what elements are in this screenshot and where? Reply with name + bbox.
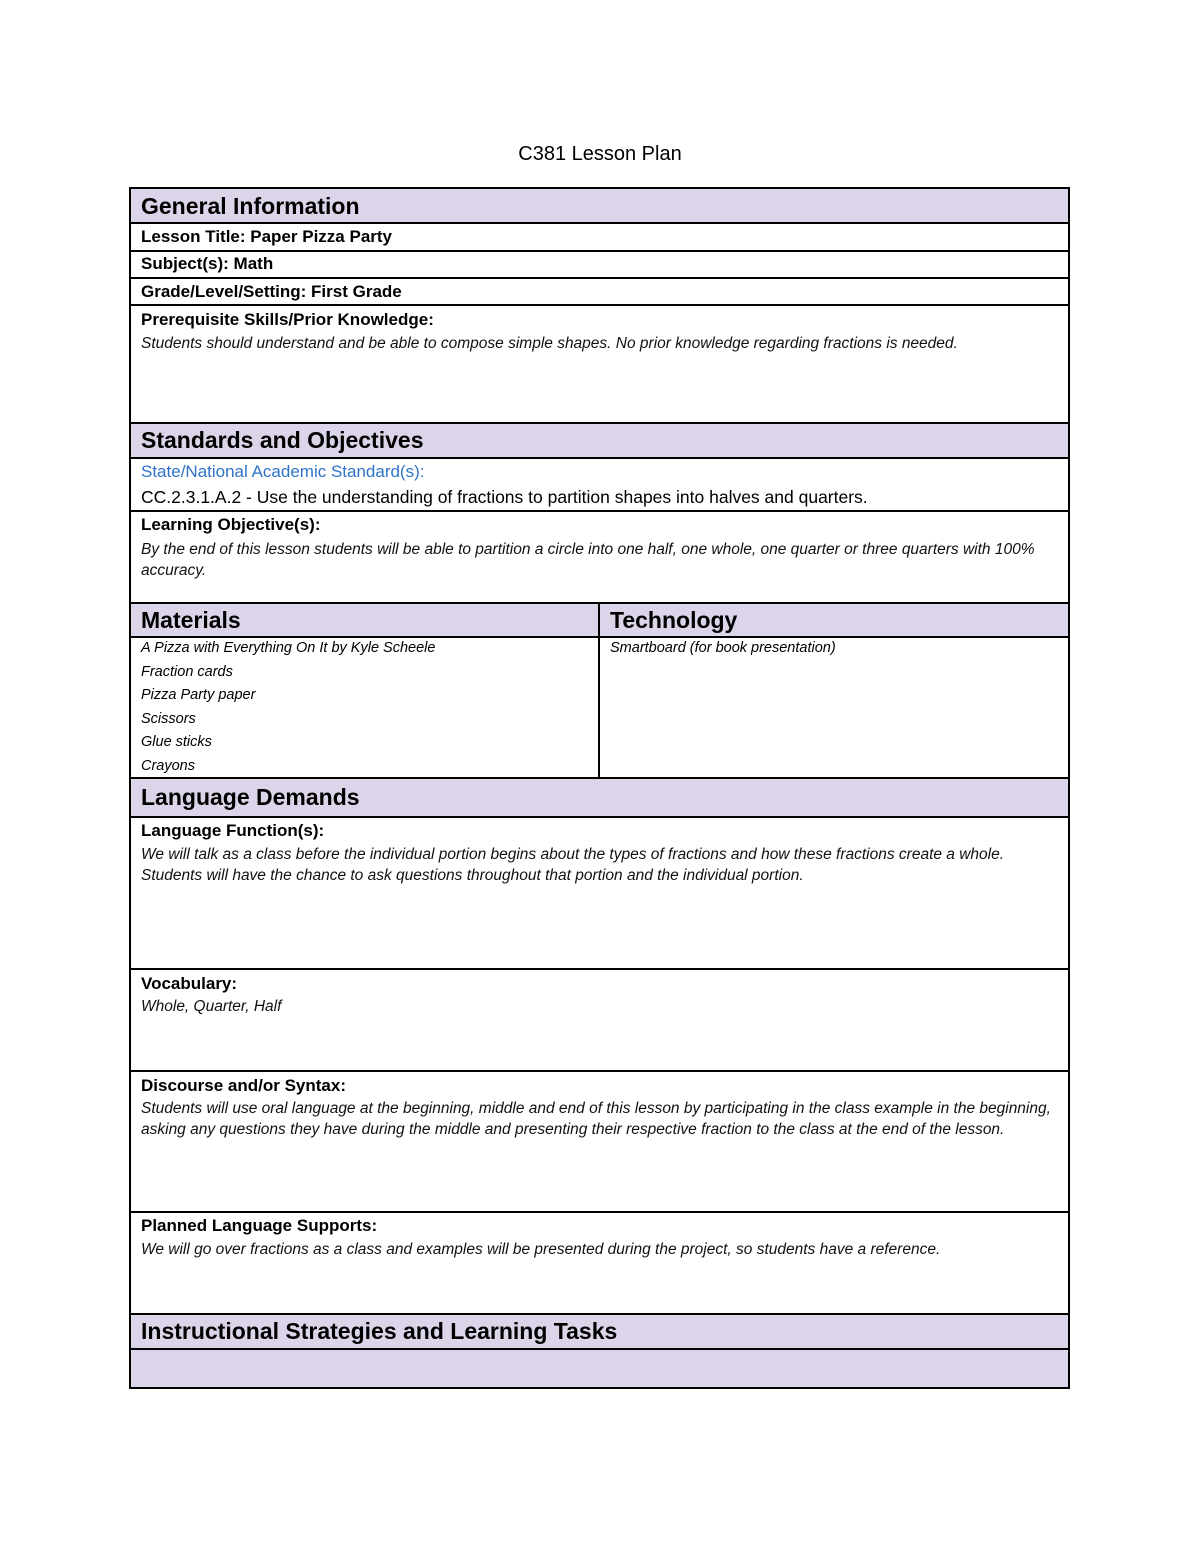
subjects: Subject(s): Math	[141, 254, 274, 273]
list-item: Glue sticks	[141, 734, 212, 750]
rule	[129, 304, 1070, 306]
rule	[129, 968, 1070, 970]
standards-heading: Standards and Objectives	[141, 427, 424, 453]
list-item: Crayons	[141, 757, 195, 774]
rule	[129, 1313, 1070, 1315]
rule	[129, 510, 1070, 512]
standard-text: CC.2.3.1.A.2 - Use the understanding of fractions to partition shapes into halves and quarters.	[141, 487, 868, 507]
language-function-label: Language Function(s):	[141, 821, 325, 840]
list-item: Smartboard (for book presentation)	[610, 640, 836, 656]
standard-label: State/National Academic Standard(s):	[141, 462, 425, 481]
document-title: C381 Lesson Plan	[518, 143, 682, 165]
discourse-text: Students will use oral language at the beginning, middle and end of this lesson by participating in the class example in the beginning, asking any questions they have during the middle and presenting their respective fraction to the class at the end of the lesson.	[141, 1100, 1051, 1138]
column-divider	[598, 603, 600, 778]
rule	[129, 422, 1070, 424]
list-item: Pizza Party paper	[141, 687, 256, 703]
materials-list	[141, 637, 435, 778]
rule	[129, 277, 1070, 279]
prerequisite-label: Prerequisite Skills/Prior Knowledge:	[141, 310, 434, 329]
discourse-label: Discourse and/or Syntax:	[141, 1076, 347, 1095]
rule	[129, 1348, 1070, 1350]
list-item: Fraction cards	[141, 663, 233, 680]
technology-heading: Technology	[610, 607, 738, 633]
list-item: Scissors	[141, 710, 196, 727]
objective-label: Learning Objective(s):	[141, 515, 321, 534]
technology-list	[610, 637, 836, 661]
objective-text: By the end of this lesson students will be able to partition a circle into one half, one whole, one quarter or three quarters with 100% accuracy.	[141, 541, 1035, 579]
rule	[129, 457, 1070, 459]
language-function-text: We will talk as a class before the individual portion begins about the types of fractions and how these fractions create a whole. Students will have the chance to ask questions throughout that portion and the individual portion.	[141, 846, 1005, 884]
rule	[129, 1211, 1070, 1213]
rule	[129, 1070, 1070, 1072]
prerequisite-text: Students should understand and be able to compose simple shapes. No prior knowledge regarding fractions is needed.	[141, 335, 958, 352]
vocabulary-label: Vocabulary:	[141, 974, 238, 993]
rule	[129, 816, 1070, 818]
rule	[129, 222, 1070, 224]
instructional-strategies-heading: Instructional Strategies and Learning Tasks	[141, 1318, 618, 1344]
language-demands-heading: Language Demands	[141, 784, 360, 810]
general-information-heading: General Information	[141, 193, 360, 219]
materials-heading: Materials	[141, 607, 241, 633]
language-supports-label: Planned Language Supports:	[141, 1216, 378, 1235]
list-item: A Pizza with Everything On It by Kyle Scheele	[141, 640, 436, 656]
lesson-title: Lesson Title: Paper Pizza Party	[141, 227, 392, 246]
grade-level-setting: Grade/Level/Setting: First Grade	[141, 282, 402, 301]
vocabulary-text: Whole, Quarter, Half	[141, 998, 282, 1015]
language-supports-text: We will go over fractions as a class and examples will be presented during the project, so students have a reference.	[141, 1241, 941, 1258]
rule	[129, 250, 1070, 252]
